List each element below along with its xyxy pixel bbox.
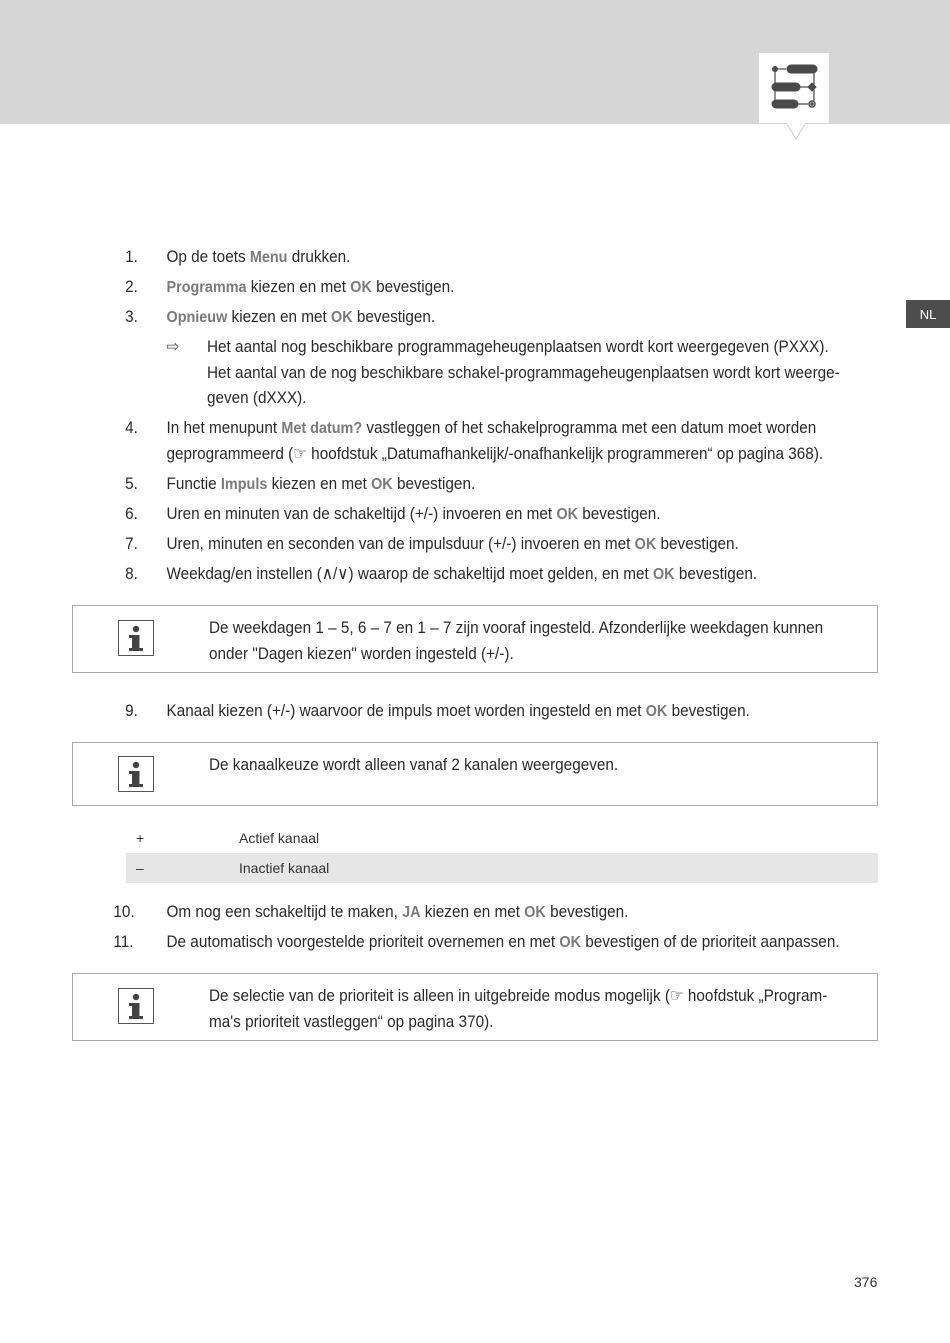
reference-icon: ☞: [293, 444, 307, 463]
channel-table: [126, 823, 878, 883]
step-text: Om nog een schakeltijd te maken, JA kiezen en met OK bevestigen.: [166, 902, 629, 921]
table-cell-label: Actief kanaal: [239, 830, 320, 846]
step-number: 2.: [125, 277, 138, 296]
ui-term: JA: [402, 904, 421, 921]
table-cell-label: Inactief kanaal: [239, 860, 330, 876]
program-flow-icon: [759, 53, 829, 123]
info-text: De weekdagen 1 – 5, 6 – 7 en 1 – 7 zijn vooraf ingesteld. Afzonderlijke weekdagen kunnen onder "Dagen kiezen" worden ingesteld (+/-).: [209, 618, 824, 663]
ui-term: OK: [556, 506, 579, 523]
info-box: [72, 973, 878, 1041]
step-text: Op de toets Menu drukken.: [166, 247, 351, 266]
step-number: 11.: [113, 932, 134, 951]
page-number: 376: [854, 1274, 878, 1290]
header-pointer: [786, 122, 806, 138]
table-cell-symbol: –: [136, 860, 144, 876]
step-number: 9.: [125, 701, 138, 720]
info-box: [72, 605, 878, 673]
ui-term: OK: [331, 309, 353, 326]
step-text: Uren en minuten van de schakeltijd (+/-) invoeren en met OK bevestigen.: [166, 504, 661, 523]
info-icon: [118, 988, 154, 1024]
step-text: In het menupunt Met datum? vastleggen of het schakelprogramma met een datum moet worden geprogrammeerd (☞ hoofdstuk „Datumafhankelijk/-onafhankelijk programmeren“ op pagina 368).: [166, 418, 824, 463]
header-icon-box: [759, 53, 829, 123]
step-text: Programma kiezen en met OK bevestigen.: [166, 277, 455, 296]
info-box: [72, 742, 878, 806]
ui-term: Programma: [166, 279, 247, 296]
result-arrow-icon: ⇨: [166, 337, 180, 356]
ui-term: OK: [645, 703, 668, 720]
language-tab[interactable]: NL: [906, 300, 950, 328]
step-text: Uren, minuten en seconden van de impulsduur (+/-) invoeren en met OK bevestigen.: [166, 534, 739, 553]
ui-term: Menu: [249, 249, 288, 266]
ui-term: Impuls: [220, 476, 268, 493]
step-number: 6.: [125, 504, 138, 523]
ui-term: Met datum?: [281, 420, 363, 437]
step-number: 4.: [125, 418, 138, 437]
step-text: Functie Impuls kiezen en met OK bevestigen.: [166, 474, 476, 493]
table-row: [126, 823, 878, 853]
step-number: 5.: [125, 474, 138, 493]
reference-icon: ☞: [669, 986, 684, 1005]
ui-term: OK: [559, 934, 582, 951]
result-text: Het aantal nog beschikbare programmageheugenplaatsen wordt kort weergegeven (PXXX). Het aantal van de nog beschikbare schakel-programmageheugenplaatsen wordt kort weerge- geven (dXXX).: [207, 337, 840, 407]
info-text: De kanaalkeuze wordt alleen vanaf 2 kanalen weergegeven.: [209, 755, 619, 774]
info-text: De selectie van de prioriteit is alleen in uitgebreide modus mogelijk (☞ hoofdstuk „Program- ma's prioriteit vastleggen“ op pagina 370).: [209, 986, 828, 1031]
ui-term: OK: [524, 904, 546, 921]
step-number: 3.: [125, 307, 138, 326]
step-number: 7.: [125, 534, 138, 553]
table-cell-symbol: +: [136, 830, 145, 846]
step-text: Opnieuw kiezen en met OK bevestigen.: [166, 307, 436, 326]
step-number: 8.: [125, 564, 138, 583]
step-number: 10.: [113, 902, 135, 921]
table-row: [126, 853, 878, 883]
ui-term: OK: [350, 279, 372, 296]
info-icon: [118, 756, 154, 792]
step-text: Weekdag/en instellen (∧/∨) waarop de schakeltijd moet gelden, en met OK bevestigen.: [166, 564, 758, 583]
ui-term: OK: [371, 476, 393, 493]
info-icon: [118, 620, 154, 656]
step-text: Kanaal kiezen (+/-) waarvoor de impuls moet worden ingesteld en met OK bevestigen.: [166, 701, 750, 720]
ui-term: Opnieuw: [166, 309, 228, 326]
ui-term: OK: [652, 566, 675, 583]
step-number: 1.: [125, 247, 138, 266]
ui-term: OK: [634, 536, 657, 553]
step-text: De automatisch voorgestelde prioriteit overnemen en met OK bevestigen of de prioriteit aanpassen.: [166, 932, 840, 951]
